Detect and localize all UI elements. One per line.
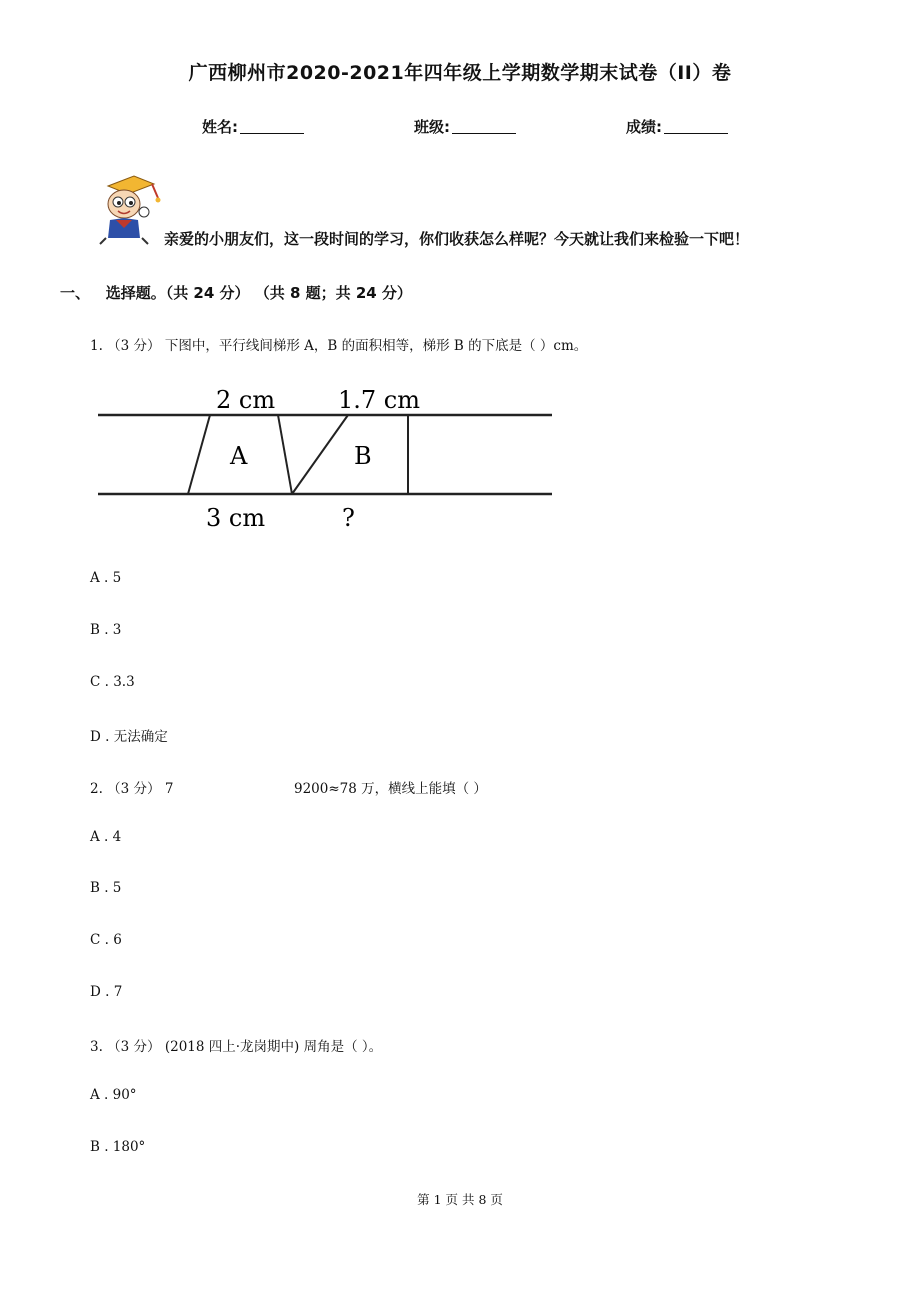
question-3-stem: 3. （3 分） (2018 四上·龙岗期中) 周角是（ ）。 <box>90 1039 383 1055</box>
name-label: 姓名: <box>202 118 238 136</box>
question-2-stem-right: 9200≈78 万，横线上能填（ ） <box>294 781 487 797</box>
class-blank <box>452 119 516 134</box>
class-label: 班级: <box>414 118 450 136</box>
page-title: 广西柳州市2020-2021年四年级上学期数学期末试卷（II）卷 <box>188 62 732 84</box>
q3-option-b[interactable]: B . 180° <box>90 1139 146 1155</box>
name-field <box>202 116 304 137</box>
q2-option-c[interactable]: C . 6 <box>90 932 122 948</box>
q1-option-a[interactable]: A . 5 <box>90 570 122 586</box>
score-field <box>626 116 728 137</box>
q2-option-b[interactable]: B . 5 <box>90 880 122 896</box>
trapezoid-figure <box>96 384 556 534</box>
label-bottom-right: ? <box>342 504 355 532</box>
page-footer: 第 1 页 共 8 页 <box>417 1192 503 1207</box>
name-blank <box>240 119 304 134</box>
label-bottom-left: 3 cm <box>206 504 266 532</box>
q1-option-d[interactable]: D . 无法确定 <box>90 729 168 745</box>
label-top-right: 1.7 cm <box>338 386 420 414</box>
section-number: 一、 <box>60 284 91 302</box>
q2-option-d[interactable]: D . 7 <box>90 984 123 1000</box>
q1-option-b[interactable]: B . 3 <box>90 622 122 638</box>
class-field <box>414 116 516 137</box>
question-1-stem: 1. （3 分） 下图中，平行线间梯形 A，B 的面积相等，梯形 B 的下底是（ ）cm。 <box>90 338 588 354</box>
q3-option-a[interactable]: A . 90° <box>90 1087 137 1103</box>
score-label: 成绩: <box>626 118 662 136</box>
mascot-icon <box>94 170 162 246</box>
section-heading <box>60 282 412 303</box>
label-top-left: 2 cm <box>216 386 276 414</box>
section-title: 选择题。（共 24 分） （共 8 题；共 24 分） <box>105 284 412 302</box>
label-b: B <box>354 442 372 470</box>
greeting-text: 亲爱的小朋友们，这一段时间的学习，你们收获怎么样呢？今天就让我们来检验一下吧！ <box>164 230 750 248</box>
question-2-stem-left: 2. （3 分） 7 <box>90 781 174 797</box>
label-a: A <box>230 442 248 470</box>
q1-option-c[interactable]: C . 3.3 <box>90 674 135 690</box>
score-blank <box>664 119 728 134</box>
q2-option-a[interactable]: A . 4 <box>90 829 122 845</box>
